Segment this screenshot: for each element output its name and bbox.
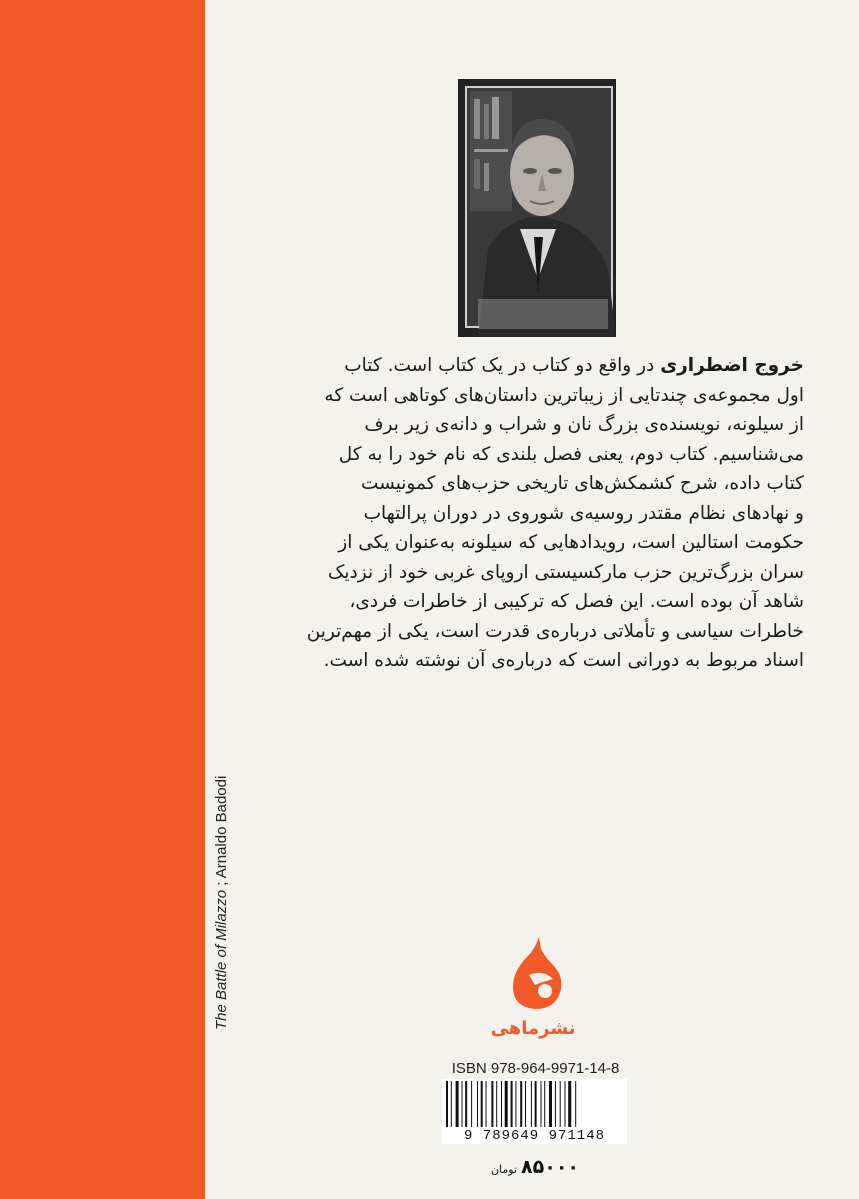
barcode-bar bbox=[531, 1081, 532, 1127]
spine-separator: ; bbox=[213, 878, 230, 890]
description-line-1-rest: در واقع دو کتاب در یک کتاب است. کتاب bbox=[344, 355, 661, 376]
barcode-bar bbox=[477, 1081, 478, 1127]
barcode-bar bbox=[565, 1081, 566, 1127]
orange-spine-band bbox=[0, 0, 205, 1199]
isbn-label: ISBN 978-964-9971-14-8 bbox=[451, 1060, 620, 1077]
barcode-bar bbox=[575, 1081, 576, 1127]
barcode-bar bbox=[456, 1081, 459, 1127]
barcode-bar bbox=[515, 1081, 516, 1127]
price-currency: تومان bbox=[490, 1163, 518, 1176]
barcode-bar bbox=[568, 1081, 571, 1127]
description-line: اول مجموعه‌ی چندتایی از زیباترین داستان‌های کوتاهی است که bbox=[324, 384, 804, 406]
barcode-bar bbox=[501, 1081, 502, 1127]
barcode-bar bbox=[505, 1081, 508, 1127]
barcode-bar bbox=[520, 1081, 522, 1127]
barcode-bar bbox=[549, 1081, 552, 1127]
description-line: سران بزرگ‌ترین حزب مارکسیستی اروپای غربی خود از نزدیک bbox=[327, 561, 804, 583]
barcode-bar bbox=[446, 1081, 448, 1127]
barcode-bar bbox=[555, 1081, 556, 1127]
price bbox=[470, 1156, 600, 1178]
barcode-bar bbox=[465, 1081, 467, 1127]
description-line: و نهادهای نظام مقتدر روسیه‌ی شوروی در دوران پرالتهاب bbox=[363, 502, 804, 524]
description-line: اسناد مربوط به دورانی است که درباره‌ی آن نوشته شده است. bbox=[323, 650, 804, 671]
spine-title bbox=[213, 776, 230, 1030]
description-line bbox=[264, 351, 804, 381]
description-line: حکومت استالین است، رویدادهایی که سیلونه به‌عنوان یکی از bbox=[338, 532, 804, 553]
barcode-bar bbox=[525, 1081, 526, 1127]
barcode-bar bbox=[535, 1081, 537, 1127]
barcode-bar bbox=[491, 1081, 493, 1127]
author-photo bbox=[458, 79, 616, 337]
barcode-bar bbox=[496, 1081, 497, 1127]
publisher-name: نشرماهی bbox=[490, 1018, 576, 1039]
barcode-bar bbox=[471, 1081, 472, 1127]
description-line: خاطرات سیاسی و تأملاتی درباره‌ی قدرت است، یکی از مهم‌ترین bbox=[306, 620, 804, 642]
spine-book-title: The Battle of Milazzo bbox=[213, 889, 230, 1030]
spine-author: Arnaldo Badodi bbox=[213, 775, 230, 879]
barcode-bar bbox=[451, 1081, 452, 1127]
book-title-inline: خروج اضطراری bbox=[660, 355, 804, 376]
barcode-bar bbox=[541, 1081, 542, 1127]
description-line: شاهد آن بوده است. این فصل که ترکیبی از خاطرات فردی، bbox=[349, 591, 804, 612]
barcode-bar bbox=[511, 1081, 513, 1127]
description-line: می‌شناسیم. کتاب دوم، یعنی فصل بلندی که نام خود را به کل bbox=[338, 443, 804, 465]
back-cover-description bbox=[264, 351, 804, 676]
barcode-bar bbox=[560, 1081, 561, 1127]
barcode-digits: 9 789649 971148 bbox=[442, 1128, 627, 1144]
barcode-bar bbox=[462, 1081, 463, 1127]
price-amount: ۸۵۰۰۰ bbox=[521, 1156, 580, 1178]
barcode-bar bbox=[481, 1081, 483, 1127]
description-line: از سیلونه، نویسنده‌ی بزرگ نان و شراب و دانه‌ی زیر برف bbox=[364, 414, 804, 435]
barcode-bar bbox=[544, 1081, 545, 1127]
barcode-bar bbox=[486, 1081, 487, 1127]
description-line: کتاب داده، شرح کشمکش‌های تاریخی حزب‌های کمونیست bbox=[361, 473, 804, 494]
